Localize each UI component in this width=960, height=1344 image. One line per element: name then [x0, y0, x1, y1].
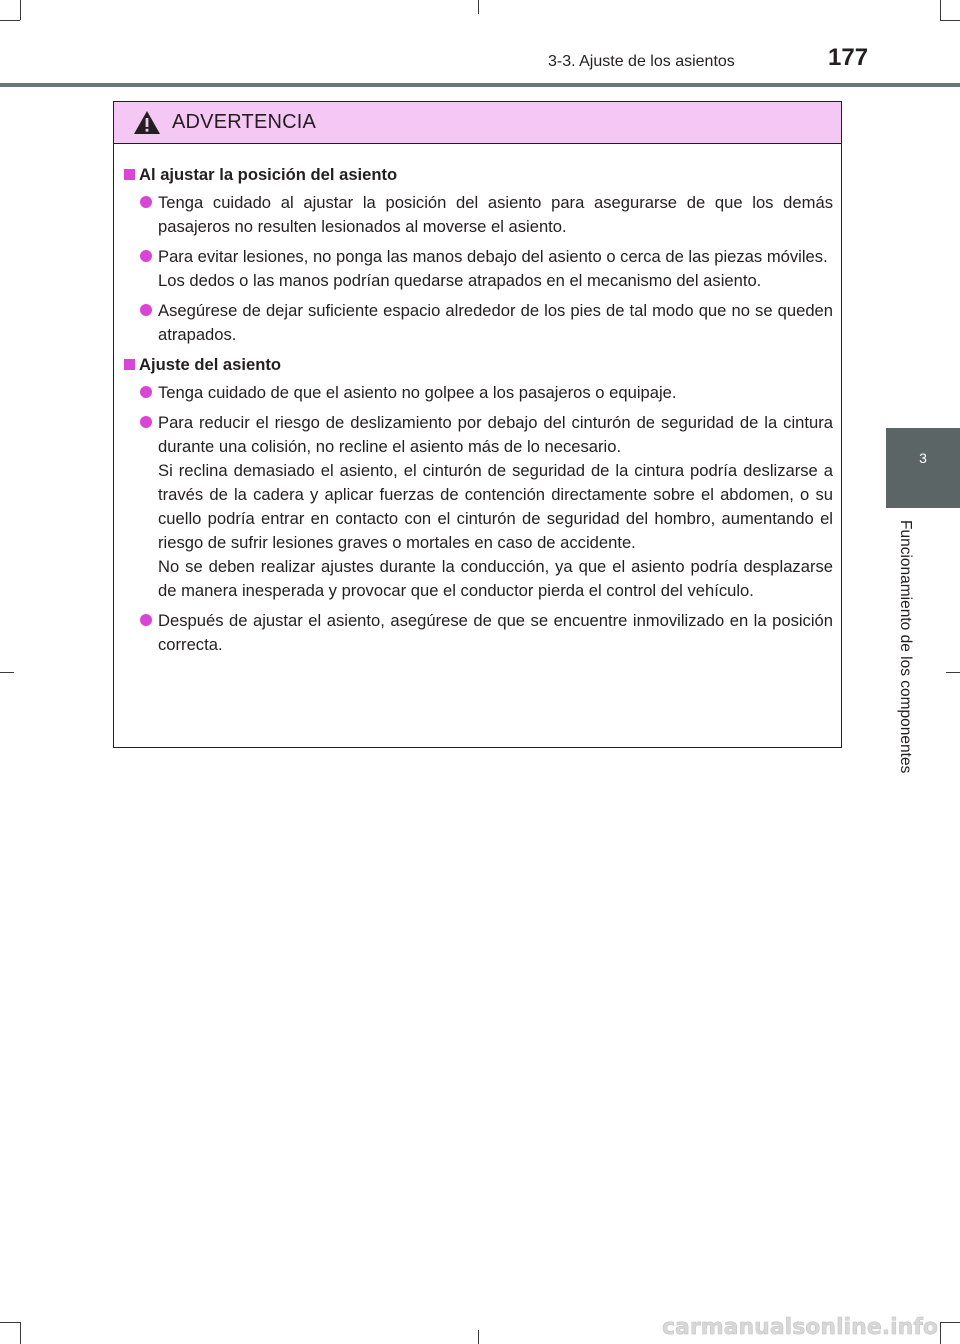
item-paragraph: Tenga cuidado de que el asiento no golpee a los pasajeros o equipaje.: [158, 383, 677, 402]
warning-body: [114, 144, 841, 657]
circle-bullet-icon: [140, 416, 152, 428]
warning-section: [124, 163, 833, 347]
warning-section: [124, 353, 833, 657]
watermark-text: carmanualsonline.info: [662, 1315, 938, 1340]
circle-bullet-icon: [140, 304, 152, 316]
crop-mark: [0, 672, 14, 673]
item-paragraph: Los dedos o las manos podrían quedarse atrapados en el mecanismo del asiento.: [158, 271, 762, 290]
warning-box: [113, 101, 842, 748]
list-item: [124, 609, 833, 657]
list-item: [124, 191, 833, 239]
crop-mark: [478, 0, 479, 14]
chapter-tab: [886, 428, 960, 508]
square-bullet-icon: [124, 169, 135, 180]
list-item: [124, 299, 833, 347]
crop-mark: [940, 0, 941, 20]
section-title-text: Al ajustar la posición del asiento: [139, 165, 398, 184]
circle-bullet-icon: [140, 614, 152, 626]
item-paragraph: Para reducir el riesgo de deslizamiento por debajo del cinturón de seguridad de la cintura durante una colisión, no recline el asiento más de lo necesario.: [158, 413, 833, 456]
section-title: [124, 353, 833, 377]
item-paragraph: Tenga cuidado al ajustar la posición del asiento para asegurarse de que los demás pasajeros no resulten lesionados al moverse el asiento.: [158, 193, 833, 236]
crop-mark: [0, 20, 20, 21]
chapter-label: Funcionamiento de los componentes: [897, 520, 914, 774]
item-paragraph: Para evitar lesiones, no ponga las manos debajo del asiento o cerca de las piezas móviles.: [158, 247, 828, 266]
section-title: [124, 163, 833, 187]
page-number: 177: [828, 44, 869, 71]
list-item: [124, 245, 833, 293]
crop-mark: [0, 1322, 20, 1323]
item-paragraph: Si reclina demasiado el asiento, el cinturón de seguridad de la cintura podría deslizarse a través de la cadera y aplicar fuerzas de contención directamente sobre el abdomen, o su cuello podría entrar en contacto con el cinturón de seguridad del hombro, aumentando el riesgo de sufrir lesiones graves o mortales en caso de accidente.: [158, 461, 833, 552]
header-rule: [0, 83, 960, 87]
circle-bullet-icon: [140, 196, 152, 208]
square-bullet-icon: [124, 359, 135, 370]
crop-mark: [20, 1322, 21, 1344]
watermark: [662, 1312, 952, 1342]
item-paragraph: Después de ajustar el asiento, asegúrese de que se encuentre inmovilizado en la posición correcta.: [158, 611, 833, 654]
crop-mark: [478, 1330, 479, 1344]
warning-title: ADVERTENCIA: [172, 111, 317, 133]
item-paragraph: Asegúrese de dejar suficiente espacio alrededor de los pies de tal modo que no se queden atrapados.: [158, 301, 833, 344]
header-title: 3-3. Ajuste de los asientos: [548, 53, 735, 70]
item-paragraph: No se deben realizar ajustes durante la conducción, ya que el asiento podría desplazarse de manera inesperada y provocar que el conductor pierda el control del vehículo.: [158, 557, 833, 600]
section-title-text: Ajuste del asiento: [139, 355, 282, 374]
warning-header: [114, 102, 841, 144]
circle-bullet-icon: [140, 250, 152, 262]
crop-mark: [20, 0, 21, 20]
circle-bullet-icon: [140, 386, 152, 398]
warning-triangle-icon: [133, 110, 161, 135]
list-item: [124, 411, 833, 603]
chapter-number: 3: [919, 450, 927, 466]
crop-mark: [940, 20, 960, 21]
list-item: [124, 381, 833, 405]
crop-mark: [946, 672, 960, 673]
